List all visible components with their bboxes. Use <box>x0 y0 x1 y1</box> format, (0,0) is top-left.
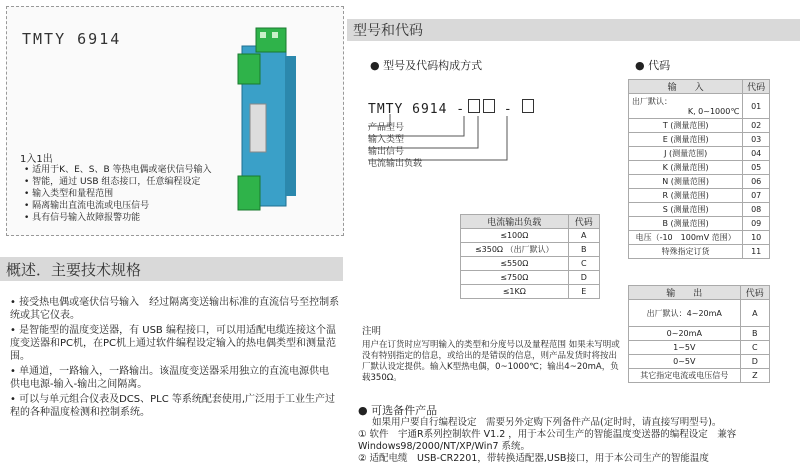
optional-item: ② 适配电缆 USB-CR2201，带转换适配器,USB接口，用于本公司生产的智能温度 <box>358 453 709 464</box>
feature-item: • 输入类型和量程范围 <box>24 188 212 200</box>
output-code-table: 输 出 代码 出厂默认：4~20mA A 0~20mA B 1~5V C 0~5V D 其它指定电流或电压信号 Z <box>628 285 770 383</box>
table-row: R (测量范围) 07 <box>629 189 770 203</box>
table-row: ≤550Ω C <box>461 257 600 271</box>
code-heading: ● 代码 <box>635 59 671 72</box>
table-row: ≤750Ω D <box>461 271 600 285</box>
table-row: 0~5V D <box>629 355 770 369</box>
overview-item: • 接受热电偶或毫伏信号输入 经过隔离变送输出标准的直流信号至控制系统或其它仪表。 <box>10 296 342 322</box>
feature-item: • 具有信号输入故障报警功能 <box>24 212 212 224</box>
table-row: 出厂默认： K, 0~1000℃ 01 <box>629 94 770 119</box>
device-image <box>228 26 300 216</box>
table-row: ≤350Ω （出厂默认） B <box>461 243 600 257</box>
table-row: ≤100Ω A <box>461 229 600 243</box>
overview-item: • 可以与单元组合仪表及DCS、PLC 等系统配套使用,广泛用于工业生产过程的各种温度检测和控制系统。 <box>10 393 342 419</box>
table-row: N (测量范围) 06 <box>629 175 770 189</box>
product-subtitle: 1入1出 <box>20 154 53 165</box>
code-labels: 产品型号 输入类型 输出信号 电流输出负载 <box>368 123 423 169</box>
table-row: ≤1KΩ E <box>461 285 600 299</box>
feature-list <box>24 164 212 224</box>
table-row: 1~5V C <box>629 341 770 355</box>
table-row: T (测量范围) 02 <box>629 119 770 133</box>
table-row: 电压（-10 100mV 范围） 10 <box>629 231 770 245</box>
table-row: S (测量范围) 08 <box>629 203 770 217</box>
overview-title: 概述．主要技术规格 <box>6 261 142 279</box>
table-row: 出厂默认：4~20mA A <box>629 300 770 327</box>
codes-title: 型号和代码 <box>353 23 423 39</box>
table-row: B (测量范围) 09 <box>629 217 770 231</box>
table-row: 其它指定电流或电压信号 Z <box>629 369 770 383</box>
table-row: J (测量范围) 04 <box>629 147 770 161</box>
feature-item: • 隔离输出直流电流或电压信号 <box>24 200 212 212</box>
optional-item: ① 软件 宇通R系列控制软件 V1.2 ，用于本公司生产的智能温度变送器的编程设定 兼容 Windows98/2000/NT/XP/Win7 系统。 <box>358 429 737 452</box>
feature-item: • 智能，通过 USB 组态接口，任意编程设定 <box>24 176 212 188</box>
table-row: 0~20mA B <box>629 327 770 341</box>
order-note: 注明 用户在订货时应写明输入的类型和分度号以及量程范围 如果未写明或没有特别指定的信息，或给出的是错误的信息，则产品发货时将按出厂默认设定提供。输入K型热电偶，0~1000℃；输出4~20mA，负载350Ω。 <box>362 326 620 383</box>
input-code-table: 输 入 代码 出厂默认： K, 0~1000℃ 01 T (测量范围) 02 E (测量范围) 03 J (测量范围) 04 K (测量范围) 05 N (测量范围) 06 R (测量范围) 07 S (测量范围) 08 B (测量范围) 09 电压（-10 100mV 范围） 10 特殊指定订货 11 <box>628 79 770 259</box>
load-code-table: 电流输出负载 代码 ≤100Ω A ≤350Ω （出厂默认） B ≤550Ω C ≤750Ω D ≤1KΩ E <box>460 214 600 299</box>
structure-heading: ● 型号及代码构成方式 <box>370 59 483 72</box>
table-row: 特殊指定订货 11 <box>629 245 770 259</box>
overview-item: • 是智能型的温度变送器，有 USB 编程接口，可以用适配电缆连接这个温度变送器和PC机，在PC机上通过软件编程设定输入的热电偶类型和测量范围。 <box>10 324 342 363</box>
overview-list <box>10 296 342 421</box>
overview-item: • 单通道，一路输入，一路输出。该温度变送器采用独立的直流电源供电 供电电源-输入-输出之间隔离。 <box>10 365 342 391</box>
code-format: TMTY 6914 - - <box>368 99 534 117</box>
feature-item: • 适用于K、E、S、B 等热电偶或毫伏信号输入 <box>24 164 212 176</box>
optional-parts: ● 可选备件产品 如果用户要自行编程设定 需要另外定购下列备件产品(定时时，请直接写明型号)。 ① 软件 宇通R系列控制软件 V1.2 ，用于本公司生产的智能温度变送器的编程设定 兼容 Windows98/2000/NT/XP/Win7 系统。 ② 适配电缆 USB-CR2201，带转换适配器,USB接口，用于本公司生产的智能温度 <box>358 405 798 465</box>
table-row: K (测量范围) 05 <box>629 161 770 175</box>
table-row: E (测量范围) 03 <box>629 133 770 147</box>
product-model: TMTY 6914 <box>22 30 122 48</box>
